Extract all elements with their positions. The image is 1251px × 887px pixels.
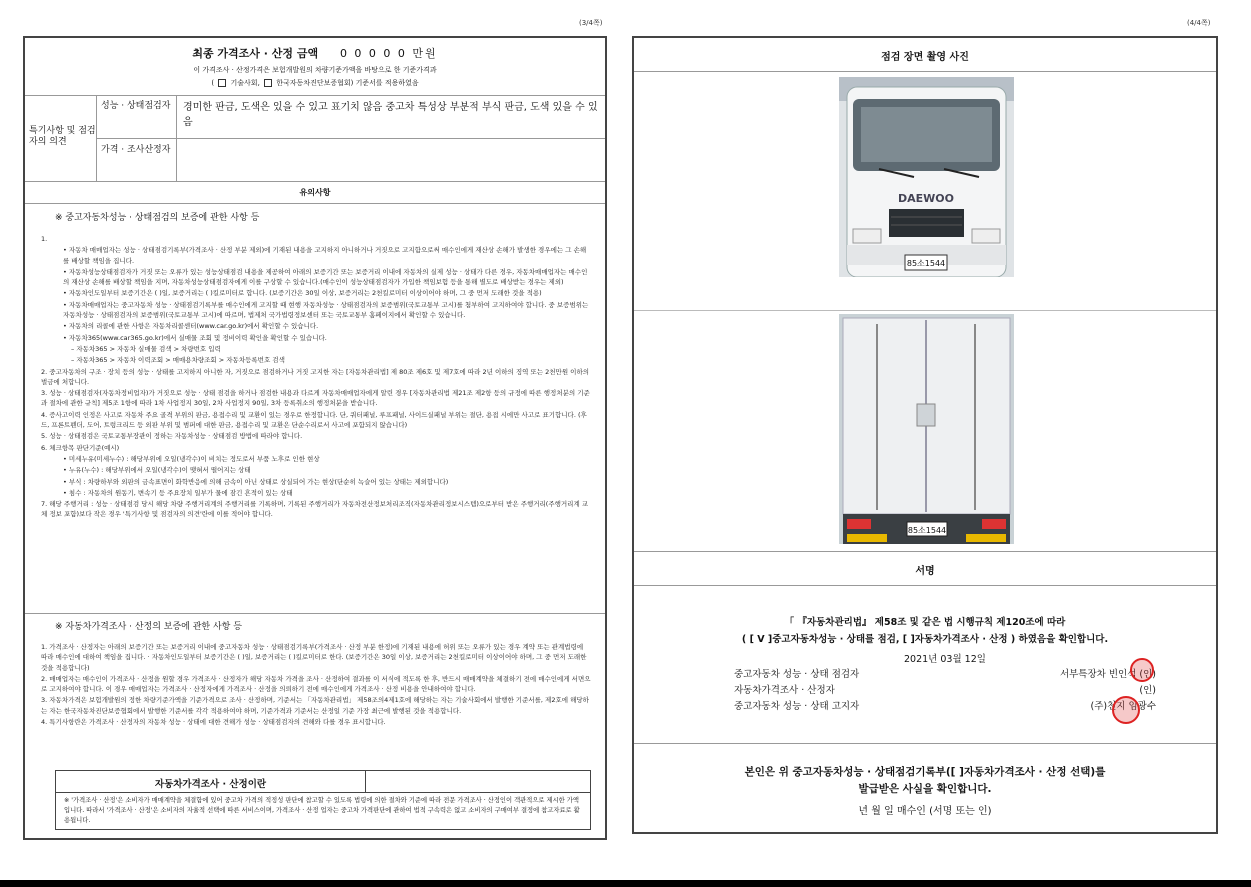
note-item: • 누유(누수) : 해당부위에서 오일(냉각수)이 맺혀서 떨어지는 상태 [63, 466, 251, 475]
perf-inspector-label: 성능 · 상태점검자 [97, 96, 177, 139]
signer-role: 중고자동차 성능 · 상태 고지자 [734, 701, 860, 712]
note-item: • 자동차의 리콜에 관한 사항은 자동차리콜센터(www.car.go.kr)에서 확인할 수 있습니다. [63, 322, 319, 331]
note-item: – 자동차365 > 자동차 이력조회 > 매매용차량조회 > 자동차등록번호 검색 [71, 356, 285, 365]
truck-front-photo [839, 77, 1014, 277]
note-item: • 침수 : 자동차의 원동기, 변속기 등 주요장치 일부가 물에 잠긴 흔적이 있는 상태 [63, 488, 293, 497]
law-statement-2: ( [ V ]중고자동차성능 · 상태를 점검, [ ]자동차가격조사 · 산정 ) 하였음을 확인합니다. [741, 634, 1109, 645]
definition-title: 자동차가격조사 · 산정이란 [56, 771, 366, 793]
kaiva-label: 한국자동차진단보증협회) 기준서를 적용하였음 [276, 79, 419, 87]
note-item: 4. 증사고이력 인정은 사고로 자동차 주요 골격 부위의 판금, 용접수리 및 교환이 있는 경우로 한정합니다. 단, 쿼터패널, 루프패널, 사이드실패널 부위는 절단, 용접 시에만 사고로 표기합니다. (후드, 프론트펜더, 도어, 트렁크리드 등 외판 부위 및 범퍼에 대한 판금, 용접수리 및 교환은 단순수리로서 사고에 포함되지 않습니다) [41, 410, 587, 430]
note-item: 7. 해당 주행거리 : 성능 · 상태점검 당시 해당 차량 주행거리계의 주행거리를 기록하며, 기록된 주행거리가 자동차전산정보처리조직(자동차관리정보시스템)으로부터 받은 주행거리(주행거리계 교체 정보 포함)보다 작은 경우 '특기사항 및 점검자의 의견'란에 이를 적어야 합니다. [41, 500, 589, 519]
red-seal-stamp [1130, 658, 1154, 682]
notes-title: 유의사항 [299, 188, 331, 197]
sign-date: 2021년 03월 12일 [904, 654, 986, 665]
red-seal-stamp [1112, 696, 1140, 724]
final-price-section: 최종 가격조사 · 산정 금액 0 0 0 0 0 만원 이 가격조사 · 산정가격은 보험개발원의 차량기준가액을 바탕으로 한 기준가격과 ( 기술사회, 한국자동차진단보증협회) 기준서를 적용하였음 [25, 38, 605, 96]
signer-role: 중고자동차 성능 · 상태 점검자 [734, 669, 860, 680]
notes-list-a [41, 234, 591, 521]
perf-inspector-opinion: 경미한 판금, 도색은 있을 수 있고 표기치 않음 중고차 특성상 부분적 부식 판금, 도색 있을 수 있음 [177, 96, 605, 139]
note-item: • 자동차 매매업자는 성능 · 상태점검기록부(가격조사 · 산정 부분 제외)에 기재된 내용을 고지하지 아니하거나 거짓으로 고지함으로써 매수인에게 재산상 손해가 발생한 경우에는 그 손해를 배상할 책임을 집니다. [63, 246, 587, 265]
note-item: • 부식 : 차량하부와 외판의 금속표면이 화학반응에 의해 금속이 아닌 상태로 상실되어 가는 현상(단순히 녹슬어 있는 상태는 제외합니다) [63, 477, 449, 486]
page-number-left: (3/4쪽) [579, 19, 603, 27]
note-item: 3. 자동차가격은 보험개발원의 정한 차량기준가액을 기준가격으로 조사 · 산정하며, 기준서는 「자동차관리법」 제58조의4제1호에 해당하는 자는 기술사회에서 발행한 기준서를, 제2호에 해당하는 자는 한국자동차진단보증협회에서 발행한 기준서를 각각 적용하여야 하며, 기준가격과 기준서는 산정일 기준 가장 최근에 발행된 것을 적용합니다. [41, 696, 589, 715]
photos-title-row [634, 38, 1216, 72]
note-item: • 자동차성능상태점검자가 거짓 또는 오류가 있는 성능상태점검 내용을 제공하여 아래의 보증기간 또는 보증거리 이내에 자동차의 실제 성능 · 상태가 다른 경우, 자동차매매업자는 매수인의 재산상 손해를 배상할 책임을 지며, 자동차성능상태점검자에게 이를 구상할 수 있습니다.(매수인이 성능상태점검자가 가입한 책임보험 등을 통해 별도로 배상받는 경우는 제외) [63, 267, 588, 287]
final-price-amount: 0 0 0 0 0 만원 [339, 47, 438, 60]
sign-title: 서명 [915, 566, 935, 577]
note-item: 1. 가격조사 · 산정자는 아래의 보증기간 또는 보증거리 이내에 중고자동차 성능 · 상태점검기록부(가격조사 · 산정 부분 한정)에 기재된 내용에 허위 또는 오류가 있는 경우 계약 또는 관계법령에 따라 매수인에 대하여 책임을 집니다. · 자동차인도일부터 보증기간은 ( )일, 보증거리는 ( )킬로미터로 한다. (보증기간은 30일 이상, 보증거리는 2천킬로미터 이상이어야 하며, 그 중 먼저 도래한 것을 적용합니다) [41, 643, 587, 672]
notes-list-b [41, 642, 591, 728]
bottom-black-bar [0, 880, 1251, 887]
final-price-title: 최종 가격조사 · 산정 금액 [192, 47, 319, 60]
signer-name: 서부특장차 빈인석 (인) [1059, 669, 1156, 680]
price-assessor-label: 가격 · 조사산정자 [97, 139, 177, 181]
definition-body: ※ '가격조사 · 산정'은 소비자가 매매계약을 체결함에 있어 중고차 가격의 적정성 판단에 참고할 수 있도록 법령에 의한 절차와 기준에 따라 전문 가격조사 · 산정인이 객관적으로 제시한 가액입니다. 따라서 '가격조사 · 산정'은 소비자의 자율적 선택에 따른 서비스이며, 가격조사 · 산정 업자는 중고차 가격판단에 관하여 법적 구속력은 없고 소비자의 구매여부 결정에 참고자료로 활용됩니다. [64, 797, 580, 824]
note-item: 2. 매매업자는 매수인이 가격조사 · 산정을 원할 경우 가격조사 · 산정자가 해당 자동차 가격을 조사 · 산정하여 결과를 이 서식에 적도록 한 후, 반드시 매매계약을 체결하기 전에 매수인에게 서면으로 고지하여야 합니다. 이 경우 매매업자는 가격조사 · 산정자에게 가격조사 · 산정을 의뢰하기 전에 매수인에게 가격조사 · 산정 비용을 안내하여야 합니다. [41, 674, 591, 694]
price-assessment-definition-box [55, 770, 591, 830]
front-plate-label: 85소1544 [906, 259, 946, 268]
buyer-sign-line: 년 월 일 매수인 (서명 또는 인) [858, 806, 992, 817]
inspection-photos [634, 72, 1216, 552]
section1-title: ※ 중고자동차성능 · 상태점검의 보증에 관한 사항 등 [55, 213, 260, 223]
signer-role: 자동차가격조사 · 산정자 [734, 685, 835, 696]
notes-title-row [25, 182, 605, 204]
truck-rear-photo [839, 314, 1014, 544]
left-document-page [23, 36, 607, 840]
special-notes-label: 특기사항 및 점검자의 의견 [25, 96, 97, 181]
confirm-line-2: 발급받은 사실을 확인합니다. [858, 783, 992, 795]
note-item: 2. 중고자동차의 구조 · 장치 등의 성능 · 상태를 고지하지 아니한 자, 거짓으로 점검하거나 거짓 고지한 자는 [자동차관리법] 제 80조 제6호 및 제7호에 따라 2년 이하의 징역 또는 2천만원 이하의 벌금에 처합니다. [41, 367, 590, 386]
sign-title-row [634, 552, 1216, 586]
signer-name: (주)천지 임광수 [1090, 701, 1156, 712]
note-item: • 미세누유(미세누수) : 해당부위에 오일(냉각수)이 비치는 정도로서 부품 노후로 인한 현상 [63, 454, 320, 463]
note-item: – 자동차365 > 자동차 실매물 검색 > 차량번호 입력 [71, 344, 221, 353]
sign-section [634, 586, 1216, 744]
confirm-line-1: 본인은 위 중고자동차성능 · 상태점검기록부([ ]자동차가격조사 · 산정 선택)를 [744, 766, 1106, 778]
receipt-confirm-section [634, 744, 1216, 832]
note-item: 3. 성능 · 상태점검자(자동차정비업자)가 거짓으로 성능 · 상태 점검을 하거나 점검한 내용과 다르게 자동차매매업자에게 알린 경우 [자동차관리법 제21조 제2항 등의 규정에 따른 행정처분의 기준과 절차에 관한 규칙] 제5조 1항에 따라 1차 사업정지 30일, 2차 사업정지 90일, 3차 등록취소의 행정처분을 받습니다. [41, 389, 590, 408]
law-statement: 「 『자동차관리법』 제58조 및 같은 법 시행규칙 제120조에 따라 [784, 617, 1066, 628]
final-price-desc: 이 가격조사 · 산정가격은 보험개발원의 차량기준가액을 바탕으로 한 기준가격과 [193, 66, 437, 74]
section2-title: ※ 자동차가격조사 · 산정의 보증에 관한 사항 등 [55, 622, 242, 632]
checkbox-tech-society[interactable] [218, 79, 226, 87]
right-document-page [632, 36, 1218, 834]
note-item: • 자동차인도일부터 보증기간은 ( )일, 보증거리는 ( )킬로미터로 합니다. (보증기간은 30일 이상, 보증거리는 2천킬로미터 이상이어야 하며, 그 중 먼저 도래한 것을 적용) [63, 289, 542, 298]
checkbox-kaiva[interactable] [264, 79, 272, 87]
special-notes-section [25, 96, 605, 182]
note-item: • 자동차365(www.car365.go.kr)에서 실매물 조회 및 정비이력 확인을 확인할 수 있습니다. [63, 333, 327, 342]
tech-society-label: 기술사회 [230, 79, 258, 87]
note-item: • 자동차매매업자는 중고자동차 성능 · 상태점검기록부를 매수인에게 고지할 때 현행 자동차성능 · 상태점검자의 보증범위(국토교통부 고시)를 첨부하여 고지하여야 합니다. 중 보증범위는 자동차성능 · 상태점검자의 보증범위(국토교통부 고시)에 따르며, 법제처 국가법령정보센터 또는 국토교통부 홈페이지에서 확인할 수 있습니다. [63, 300, 589, 320]
truck-brand-label: DAEWOO [898, 192, 954, 205]
note-item: 5. 성능 · 상태점검은 국토교통부장관이 정하는 자동차성능 · 상태점검 방법에 따라야 합니다. [41, 432, 303, 441]
note-item: 1. [41, 235, 48, 243]
page-number-right: (4/4쪽) [1187, 19, 1211, 27]
photos-title: 점검 장면 촬영 사진 [881, 52, 969, 63]
rear-plate-label: 85소1544 [907, 526, 947, 535]
signer-name: (인) [1139, 685, 1156, 696]
note-item: 4. 특기사항란은 가격조사 · 산정자의 자동차 성능 · 상태에 대한 견해가 성능 · 상태점검자의 견해와 다를 경우 표시합니다. [41, 718, 386, 727]
note-item: 6. 체크항목 판단기준(예시) [41, 443, 120, 452]
